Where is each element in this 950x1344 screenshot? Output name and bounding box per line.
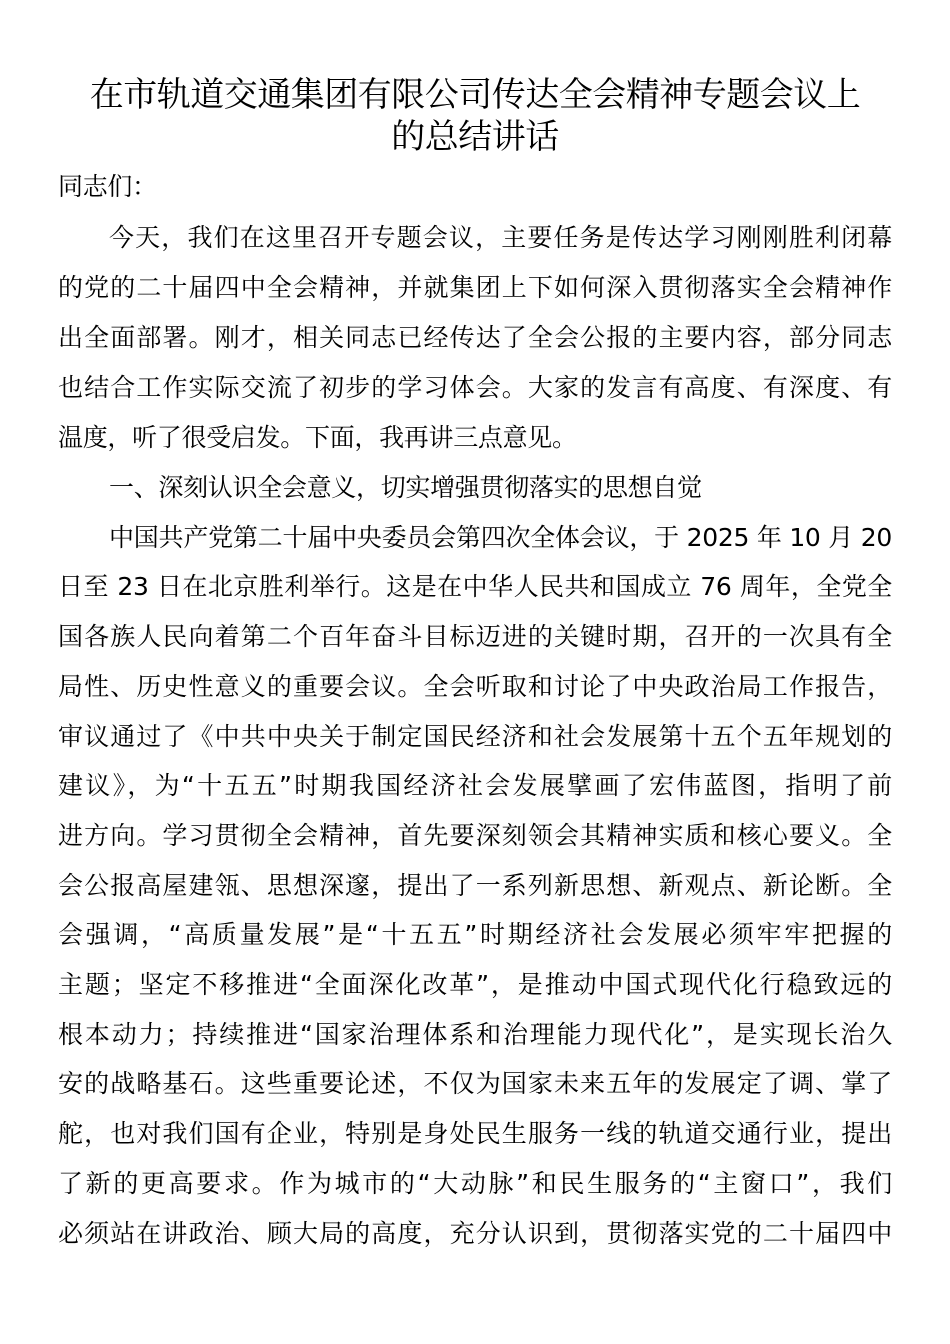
paragraph-1-line: 的党的二十届四中全会精神，并就集团上下如何深入贯彻落实全会精神作 (58, 273, 892, 302)
document-title-line-2: 的总结讲话 (391, 117, 559, 157)
paragraph-2-line: 审议通过了《中共中央关于制定国民经济和社会发展第十五个五年规划的 (58, 722, 892, 751)
paragraph-2-line: 建议》，为“十五五”时期我国经济社会发展擘画了宏伟蓝图，指明了前 (58, 771, 892, 800)
paragraph-1-line: 出全面部署。刚才，相关同志已经传达了全会公报的主要内容，部分同志 (58, 323, 892, 352)
paragraph-1-line: 也结合工作实际交流了初步的学习体会。大家的发言有高度、有深度、有 (58, 373, 892, 402)
salutation: 同志们： (58, 172, 157, 201)
paragraph-2-line: 根本动力；持续推进“国家治理体系和治理能力现代化”，是实现长治久 (58, 1020, 892, 1049)
paragraph-1-line: 温度，听了很受启发。下面，我再讲三点意见。 (58, 423, 577, 452)
paragraph-2-line: 局性、历史性意义的重要会议。全会听取和讨论了中央政治局工作报告， (58, 672, 892, 701)
paragraph-2-line: 中国共产党第二十届中央委员会第四次全体会议，于 2025 年 10 月 20 (109, 523, 892, 552)
paragraph-2-line: 日至 23 日在北京胜利举行。这是在中华人民共和国成立 76 周年，全党全 (58, 572, 892, 601)
paragraph-2-line: 会强调，“高质量发展”是“十五五”时期经济社会发展必须牢牢把握的 (58, 920, 892, 949)
paragraph-2-line: 主题；坚定不移推进“全面深化改革”，是推动中国式现代化行稳致远的 (58, 970, 892, 999)
paragraph-2-line: 必须站在讲政治、顾大局的高度，充分认识到，贯彻落实党的二十届四中 (58, 1219, 892, 1248)
paragraph-2-line: 会公报高屋建瓴、思想深邃，提出了一系列新思想、新观点、新论断。全 (58, 871, 892, 900)
paragraph-2-line: 安的战略基石。这些重要论述，不仅为国家未来五年的发展定了调、掌了 (58, 1069, 892, 1098)
paragraph-2-line: 了新的更高要求。作为城市的“大动脉”和民生服务的“主窗口”，我们 (58, 1169, 892, 1198)
paragraph-2-line: 舵，也对我们国有企业，特别是身处民生服务一线的轨道交通行业，提出 (58, 1119, 892, 1148)
paragraph-2-line: 进方向。学习贯彻全会精神，首先要深刻领会其精神实质和核心要义。全 (58, 821, 892, 850)
section-1-heading: 一、深刻认识全会意义，切实增强贯彻落实的思想自觉 (109, 473, 702, 502)
paragraph-2-line: 国各族人民向着第二个百年奋斗目标迈进的关键时期，召开的一次具有全 (58, 622, 892, 651)
document-title-line-1: 在市轨道交通集团有限公司传达全会精神专题会议上 (89, 75, 861, 115)
paragraph-1-line: 今天，我们在这里召开专题会议，主要任务是传达学习刚刚胜利闭幕 (109, 223, 892, 252)
